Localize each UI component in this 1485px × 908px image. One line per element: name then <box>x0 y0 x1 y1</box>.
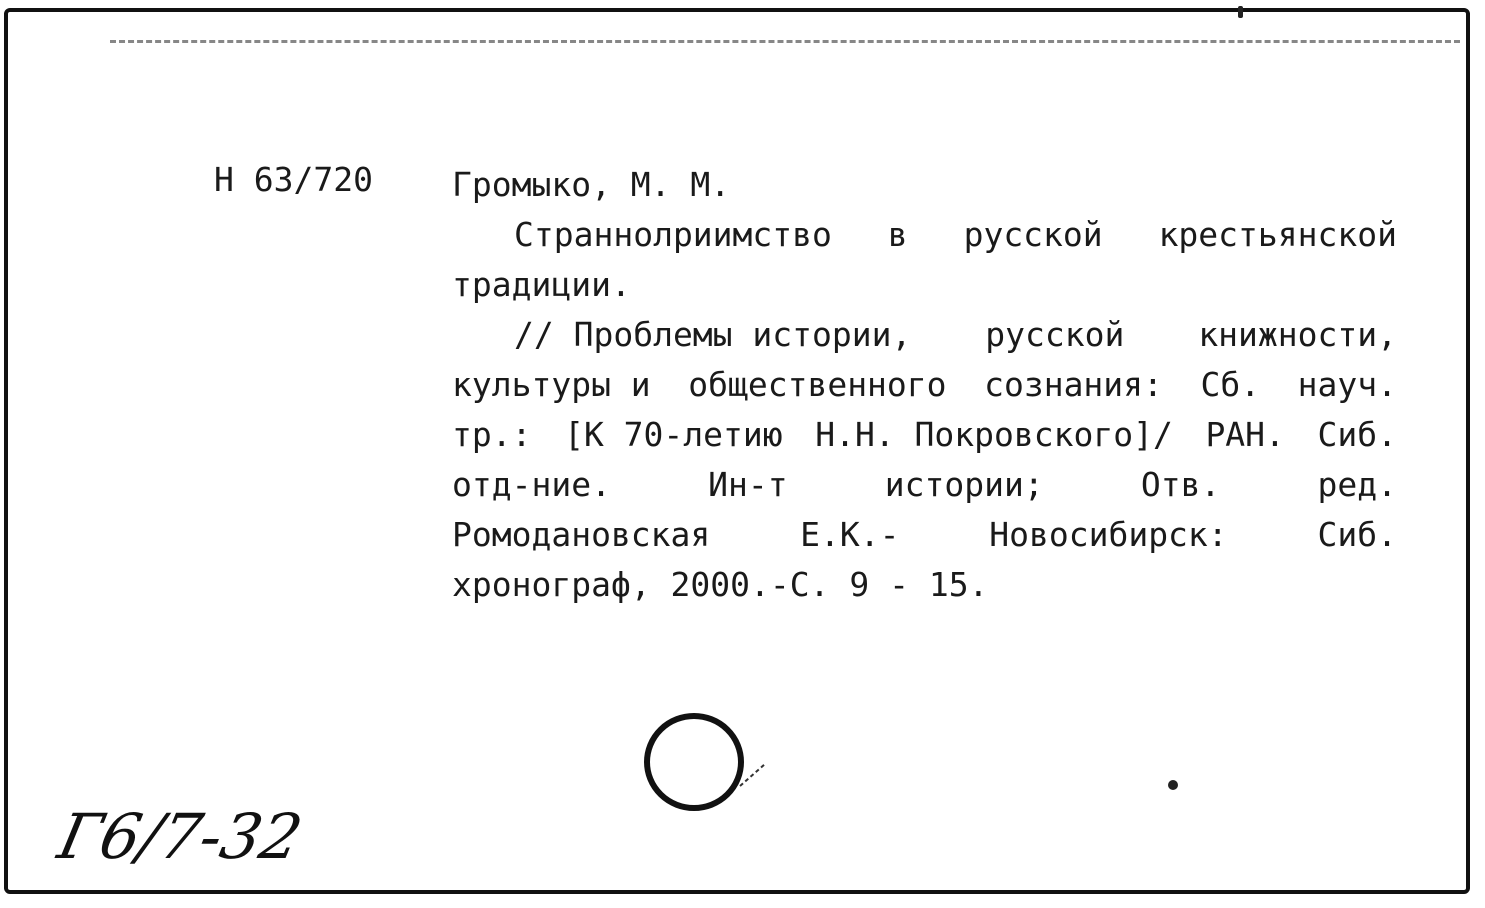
title-word: русской <box>963 215 1103 254</box>
source-word: Е.К.- <box>800 515 900 554</box>
source-line-2 <box>452 360 1397 410</box>
title-word: крестьянской <box>1158 215 1397 254</box>
title-line-1 <box>452 210 1397 260</box>
source-word: РАН. <box>1205 415 1285 454</box>
ink-speck <box>1168 780 1178 790</box>
source-word: тр.: <box>452 415 532 454</box>
source-line-5 <box>452 510 1397 560</box>
source-word: книжности, <box>1198 315 1397 354</box>
source-line-3 <box>452 410 1397 460</box>
handwritten-note: Г6/7-32 <box>52 800 309 873</box>
source-word: русской <box>985 315 1125 354</box>
source-word: сознания: <box>984 365 1163 404</box>
source-word: науч. <box>1297 365 1397 404</box>
source-word: истории; <box>884 465 1044 504</box>
source-line-4 <box>452 460 1397 510</box>
source-word: Новосибирск: <box>989 515 1228 554</box>
source-word: Ромодановская <box>452 515 711 554</box>
source-word: // Проблемы истории, <box>514 315 912 354</box>
title-word: в <box>887 215 908 254</box>
source-word: отд-ние. <box>452 465 611 504</box>
title-line-2: традиции. <box>452 265 631 304</box>
author-line: Громыко, М. М. <box>452 165 731 204</box>
source-word: [К 70-летию <box>564 415 783 454</box>
source-word: Сиб. <box>1317 515 1397 554</box>
source-word: культуры и <box>452 365 651 404</box>
top-dashed-rule <box>110 40 1460 43</box>
bibliographic-entry <box>452 160 1397 610</box>
source-word: ред. <box>1317 465 1397 504</box>
source-line-1 <box>452 310 1397 360</box>
shelfmark: Н 63/720 <box>214 160 373 199</box>
source-word: Отв. <box>1140 465 1221 504</box>
hole-punch-circle-mark <box>640 706 780 816</box>
source-word: Сб. <box>1200 365 1261 404</box>
source-word: Н.Н. Покровского]/ <box>815 415 1173 454</box>
source-line-6: хронограф, 2000.-С. 9 - 15. <box>452 565 989 604</box>
title-word: Страннолриимство <box>514 215 832 254</box>
ink-speck <box>1238 6 1243 18</box>
source-word: общественного <box>688 365 947 404</box>
source-word: Сиб. <box>1317 415 1397 454</box>
source-word: Ин-т <box>708 465 788 504</box>
